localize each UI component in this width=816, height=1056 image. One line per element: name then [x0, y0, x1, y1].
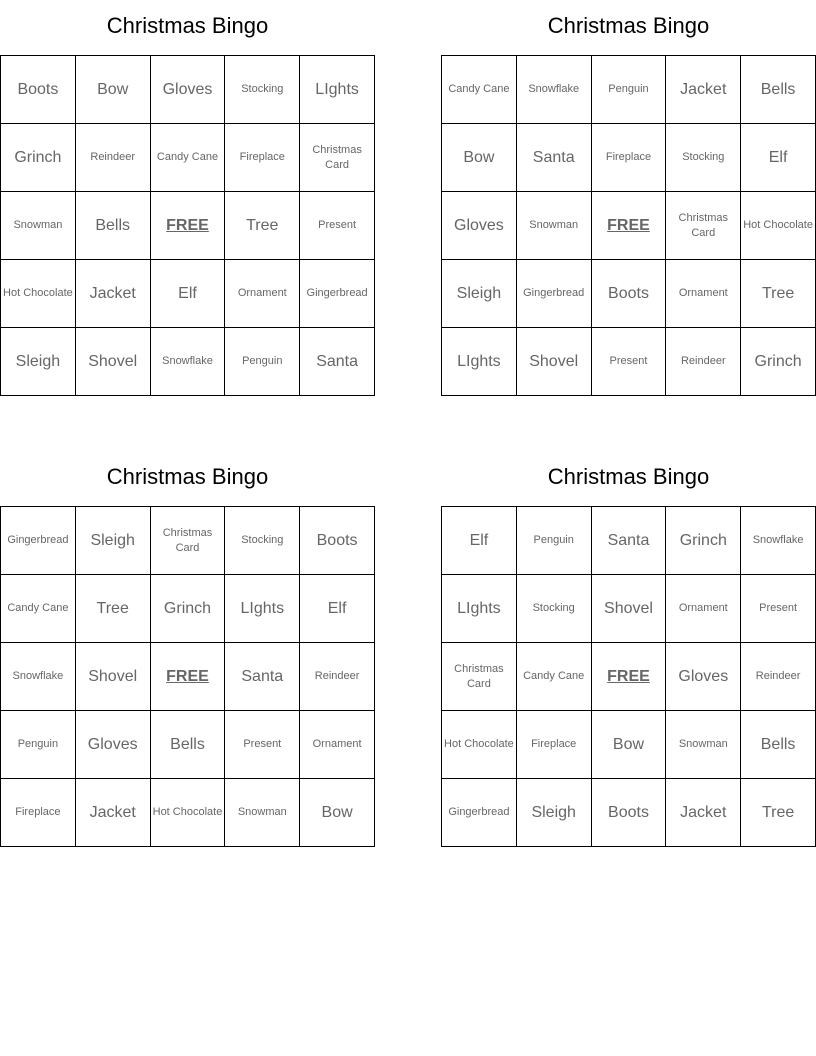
bingo-cell: Hot Chocolate — [741, 192, 816, 260]
bingo-cell: Penguin — [591, 56, 666, 124]
bingo-cell: Present — [591, 328, 666, 396]
bingo-cell: Reindeer — [741, 643, 816, 711]
bingo-cell: LIghts — [225, 575, 300, 643]
bingo-cell: Boots — [591, 779, 666, 847]
bingo-cell: LIghts — [442, 328, 517, 396]
bingo-cell: Gloves — [666, 643, 741, 711]
bingo-cell: Hot Chocolate — [1, 260, 76, 328]
bingo-cell: Bells — [741, 711, 816, 779]
bingo-cell: Elf — [300, 575, 375, 643]
bingo-cell: Ornament — [666, 260, 741, 328]
bingo-cell: Elf — [741, 124, 816, 192]
bingo-cell: Gingerbread — [442, 779, 517, 847]
bingo-cell: Snowflake — [1, 643, 76, 711]
bingo-cell: Santa — [300, 328, 375, 396]
bingo-cell: Snowflake — [516, 56, 591, 124]
bingo-cell: Shovel — [591, 575, 666, 643]
bingo-grid — [441, 55, 816, 396]
bingo-cell: Shovel — [75, 328, 150, 396]
bingo-cell: Gloves — [442, 192, 517, 260]
bingo-cell: Tree — [741, 260, 816, 328]
free-space-cell: FREE — [591, 643, 666, 711]
bingo-cell: Elf — [442, 507, 517, 575]
grid-row — [442, 56, 816, 124]
grid-row — [442, 779, 816, 847]
bingo-cell: Ornament — [225, 260, 300, 328]
bingo-cell: Snowman — [666, 711, 741, 779]
bingo-cell: Sleigh — [516, 779, 591, 847]
grid-row — [1, 507, 375, 575]
bingo-cell: Sleigh — [442, 260, 517, 328]
bingo-cell: Candy Cane — [442, 56, 517, 124]
grid-row — [1, 643, 375, 711]
bingo-cell: Candy Cane — [1, 575, 76, 643]
bingo-cell: Tree — [225, 192, 300, 260]
card-title: Christmas Bingo — [106, 464, 269, 489]
bingo-cell: Snowman — [516, 192, 591, 260]
grid-row — [1, 328, 375, 396]
free-space-cell: FREE — [150, 192, 225, 260]
bingo-cell: Fireplace — [225, 124, 300, 192]
grid-row — [442, 124, 816, 192]
bingo-cell: Elf — [150, 260, 225, 328]
grid-row — [442, 711, 816, 779]
bingo-cell: Hot Chocolate — [150, 779, 225, 847]
bingo-cell: Grinch — [1, 124, 76, 192]
bingo-grid — [0, 55, 375, 396]
grid-row — [442, 507, 816, 575]
bingo-cell: Stocking — [225, 507, 300, 575]
bingo-cell: Ornament — [666, 575, 741, 643]
bingo-cell: Santa — [225, 643, 300, 711]
bingo-cell: Reindeer — [300, 643, 375, 711]
bingo-grid — [0, 506, 375, 847]
bingo-cell: Bow — [75, 56, 150, 124]
bingo-cell: Jacket — [75, 779, 150, 847]
bingo-cell: Tree — [741, 779, 816, 847]
bingo-cell: Bow — [591, 711, 666, 779]
bingo-cell: Bells — [75, 192, 150, 260]
grid-row — [442, 328, 816, 396]
bingo-cell: Gloves — [75, 711, 150, 779]
grid-row — [442, 643, 816, 711]
bingo-cell: Gloves — [150, 56, 225, 124]
bingo-cell: Snowflake — [150, 328, 225, 396]
bingo-cell: Hot Chocolate — [442, 711, 517, 779]
bingo-cell: Fireplace — [516, 711, 591, 779]
bingo-cell: Stocking — [666, 124, 741, 192]
bingo-cell: Bells — [741, 56, 816, 124]
bingo-cell: Gingerbread — [516, 260, 591, 328]
bingo-cell: Penguin — [516, 507, 591, 575]
grid-row — [1, 124, 375, 192]
bingo-cell: Christmas Card — [150, 507, 225, 575]
grid-row — [1, 192, 375, 260]
bingo-cell: Snowman — [1, 192, 76, 260]
bingo-cell: Grinch — [666, 507, 741, 575]
bingo-cell: Tree — [75, 575, 150, 643]
grid-row — [1, 711, 375, 779]
bingo-cell: Candy Cane — [150, 124, 225, 192]
card-title: Christmas Bingo — [106, 13, 269, 38]
bingo-cell: Bow — [300, 779, 375, 847]
bingo-cell: Santa — [591, 507, 666, 575]
bingo-cell: Boots — [591, 260, 666, 328]
card-title: Christmas Bingo — [547, 13, 710, 38]
bingo-cell: Boots — [300, 507, 375, 575]
grid-row — [1, 575, 375, 643]
bingo-cell: Boots — [1, 56, 76, 124]
bingo-cell: Jacket — [666, 56, 741, 124]
bingo-cell: LIghts — [442, 575, 517, 643]
bingo-cell: Christmas Card — [666, 192, 741, 260]
bingo-cell: Gingerbread — [300, 260, 375, 328]
bingo-cell: Penguin — [225, 328, 300, 396]
grid-row — [1, 779, 375, 847]
bingo-cell: Present — [225, 711, 300, 779]
bingo-cell: Sleigh — [75, 507, 150, 575]
bingo-cell: Stocking — [225, 56, 300, 124]
bingo-grid — [441, 506, 816, 847]
bingo-cell: Candy Cane — [516, 643, 591, 711]
bingo-cell: Christmas Card — [300, 124, 375, 192]
bingo-cell: Stocking — [516, 575, 591, 643]
bingo-cell: Bow — [442, 124, 517, 192]
free-space-cell: FREE — [150, 643, 225, 711]
bingo-cell: Grinch — [150, 575, 225, 643]
grid-row — [442, 575, 816, 643]
card-title: Christmas Bingo — [547, 464, 710, 489]
bingo-cell: Snowflake — [741, 507, 816, 575]
bingo-cell: Shovel — [516, 328, 591, 396]
bingo-cell: Ornament — [300, 711, 375, 779]
bingo-cell: Fireplace — [1, 779, 76, 847]
bingo-cell: Reindeer — [666, 328, 741, 396]
bingo-cell: Snowman — [225, 779, 300, 847]
bingo-cell: Jacket — [666, 779, 741, 847]
bingo-cell: Jacket — [75, 260, 150, 328]
bingo-cell: Fireplace — [591, 124, 666, 192]
bingo-cell: LIghts — [300, 56, 375, 124]
bingo-cell: Santa — [516, 124, 591, 192]
bingo-cell: Christmas Card — [442, 643, 517, 711]
bingo-cell: Penguin — [1, 711, 76, 779]
bingo-cell: Sleigh — [1, 328, 76, 396]
bingo-cell: Shovel — [75, 643, 150, 711]
grid-row — [1, 56, 375, 124]
bingo-cell: Gingerbread — [1, 507, 76, 575]
grid-row — [442, 260, 816, 328]
bingo-cell: Present — [300, 192, 375, 260]
bingo-cell: Reindeer — [75, 124, 150, 192]
grid-row — [442, 192, 816, 260]
bingo-cell: Grinch — [741, 328, 816, 396]
grid-row — [1, 260, 375, 328]
free-space-cell: FREE — [591, 192, 666, 260]
bingo-cell: Bells — [150, 711, 225, 779]
bingo-cell: Present — [741, 575, 816, 643]
